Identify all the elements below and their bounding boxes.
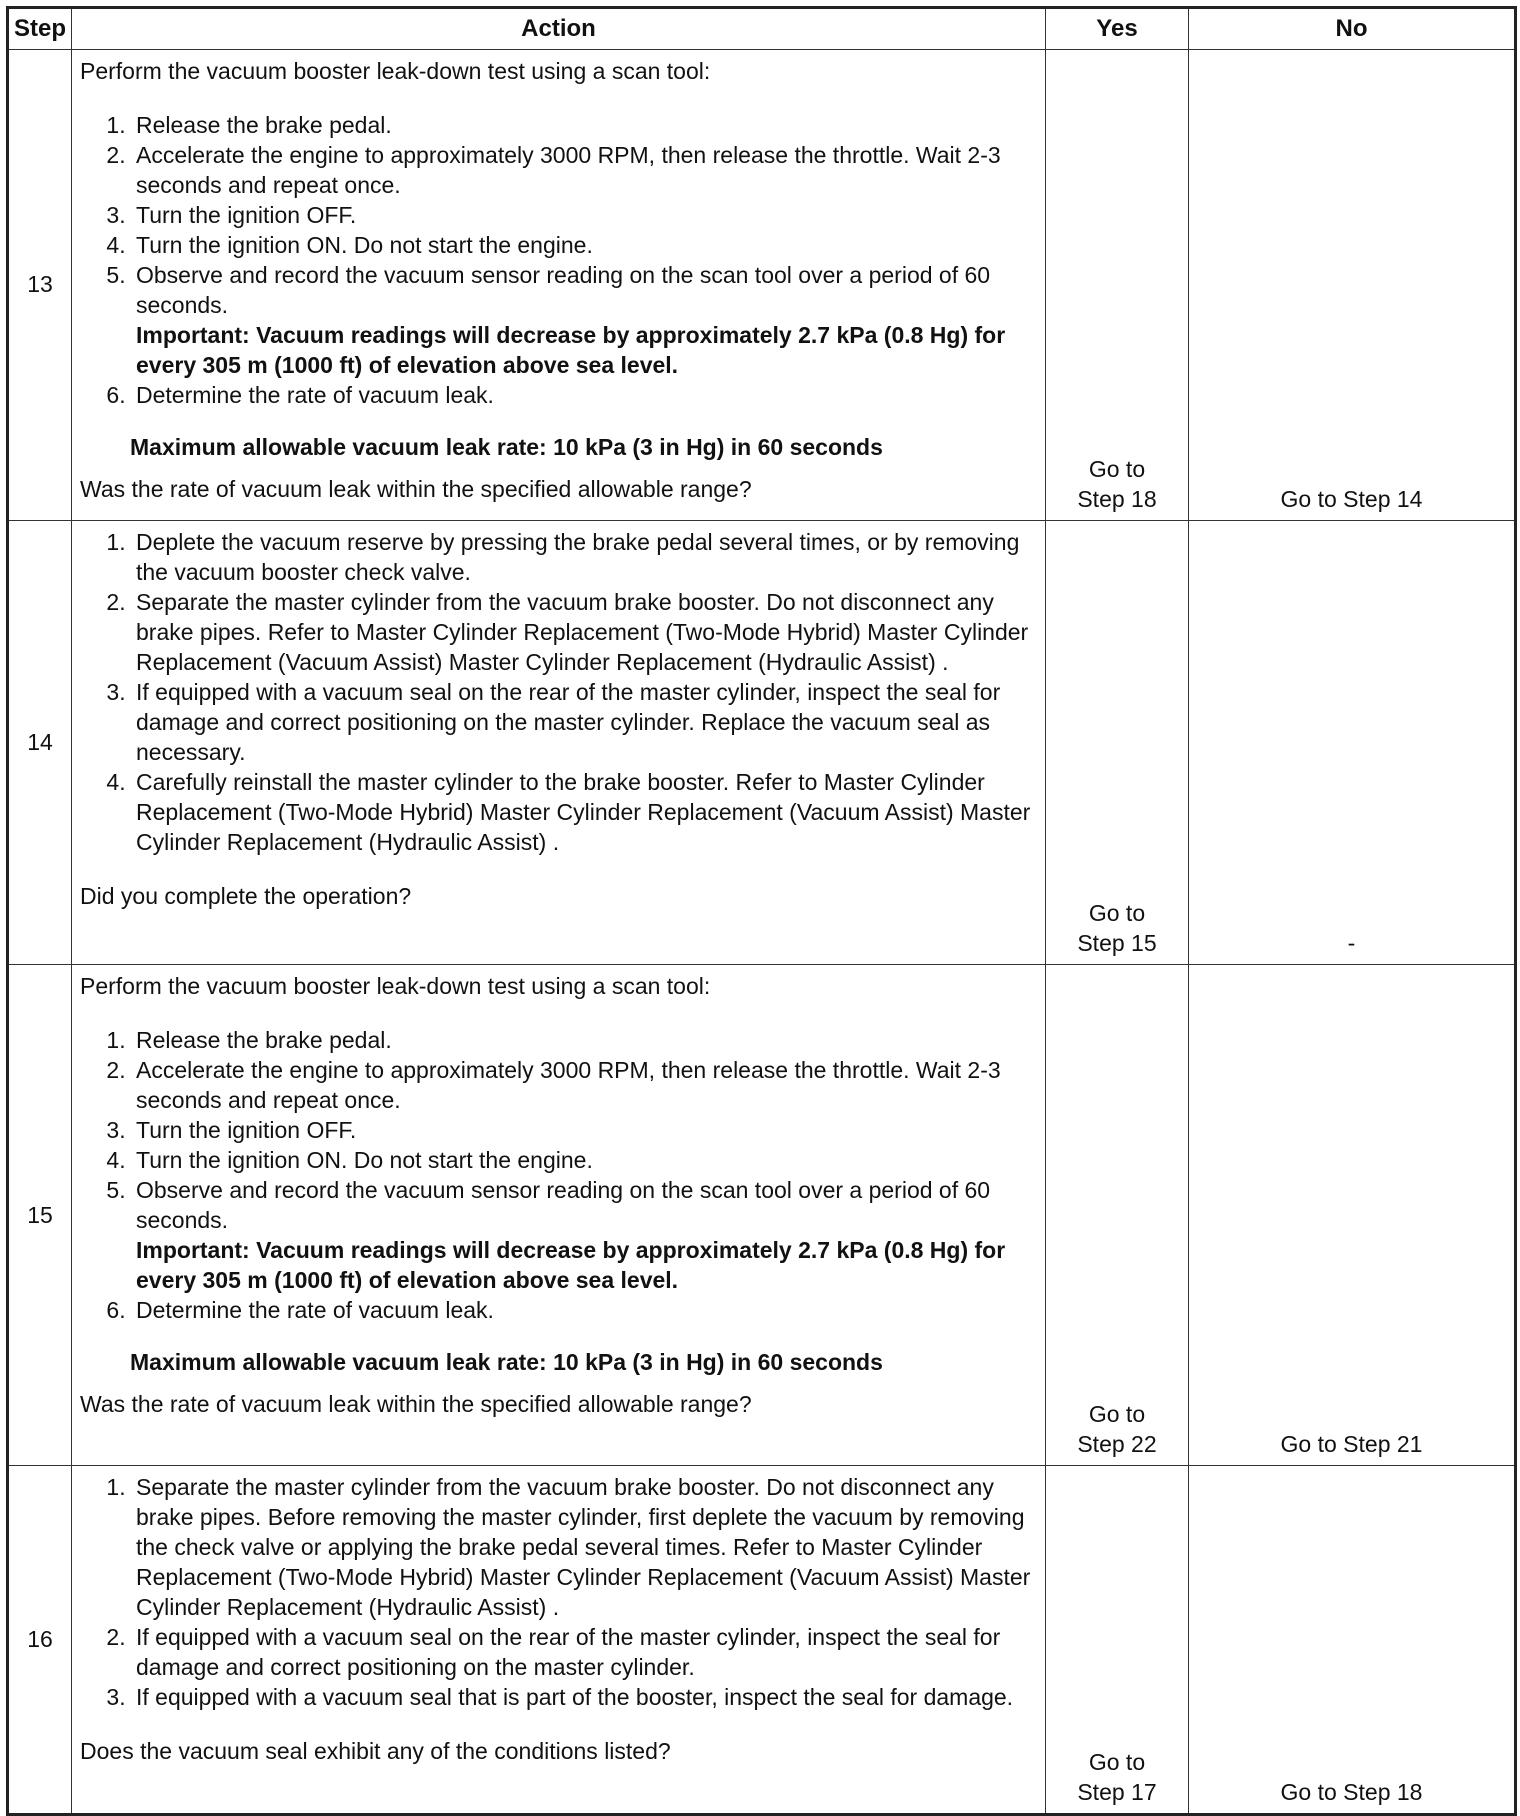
header-yes: Yes [1046,8,1189,50]
spec-value: Maximum allowable vacuum leak rate: 10 kPa (3 in Hg) in 60 seconds [130,434,883,460]
question-text: Was the rate of vacuum leak within the specified allowable range? [80,1391,752,1418]
table-header-row [8,8,1516,50]
question-text: Did you complete the operation? [80,882,412,909]
list-item: 2. If equipped with a vacuum seal on the rear of the master cylinder, inspect the seal for damage and correct positioning on the master cylinder. [132,1622,1037,1682]
list-item-text: Observe and record the vacuum sensor reading on the scan tool over a period of 60 seconds. [136,1177,991,1234]
action-intro: Perform the vacuum booster leak-down test using a scan tool: [80,58,711,84]
list-item: 2. Accelerate the engine to approximately 3000 RPM, then release the throttle. Wait 2-3 seconds and repeat once. [132,1055,1037,1115]
no-result-text: Go to Step 14 [1280,485,1423,512]
action-steps [80,1025,1037,1325]
list-item: 4. Turn the ignition ON. Do not start the engine. [132,230,1037,260]
question-text: Was the rate of vacuum leak within the specified allowable range? [80,476,752,502]
step-number: 16 [8,1466,72,1815]
question-text: Does the vacuum seal exhibit any of the conditions listed? [80,1738,671,1765]
header-action: Action [72,8,1046,50]
important-note: Important: Vacuum readings will decrease by approximately 2.7 kPa (0.8 Hg) for every 305 m (1000 ft) of elevation above sea level. [136,322,1006,378]
list-item: 3. Turn the ignition OFF. [132,200,1037,230]
list-item: 1. Deplete the vacuum reserve by pressing the brake pedal several times, or by removing the vacuum booster check valve. [132,527,1037,587]
no-result [1189,1466,1516,1815]
list-item: 6. Determine the rate of vacuum leak. [132,1295,1037,1325]
no-result-text: Go to Step 21 [1280,1431,1423,1458]
list-item: 1. Release the brake pedal. [132,1025,1037,1055]
yes-result [1046,50,1189,521]
important-note: Important: Vacuum readings will decrease by approximately 2.7 kPa (0.8 Hg) for every 305 m (1000 ft) of elevation above sea level. [136,1237,1006,1294]
no-result [1189,965,1516,1466]
list-item: 6. Determine the rate of vacuum leak. [132,380,1037,410]
list-item: 2. Separate the master cylinder from the vacuum brake booster. Do not disconnect any brake pipes. Refer to Master Cylinder Replacement (Two-Mode Hybrid) Master Cylinder Replacement (Vacuum Assist) Master Cylinder Replacement (Hydraulic Assist) . [132,587,1037,677]
list-item: 3. Turn the ignition OFF. [132,1115,1037,1145]
yes-result-text: Go to Step 22 [1077,1401,1157,1458]
table-row [8,1466,1516,1815]
list-item: 3. If equipped with a vacuum seal on the rear of the master cylinder, inspect the seal for damage and correct positioning on the master cylinder. Replace the vacuum seal as necessary. [132,677,1037,767]
list-item: 1. Release the brake pedal. [132,110,1037,140]
list-item: 4. Carefully reinstall the master cylinder to the brake booster. Refer to Master Cylinder Replacement (Two-Mode Hybrid) Master Cylinder Replacement (Vacuum Assist) Master Cylinder Replacement (Hydraulic Assist) . [132,767,1037,857]
yes-result [1046,520,1189,964]
action-intro: Perform the vacuum booster leak-down test using a scan tool: [80,973,711,1000]
no-result [1189,520,1516,964]
action-cell [72,1466,1046,1815]
action-cell [72,965,1046,1466]
no-result-text: Go to Step 18 [1280,1779,1423,1805]
action-cell [72,50,1046,521]
yes-result [1046,965,1189,1466]
list-item-text: Observe and record the vacuum sensor reading on the scan tool over a period of 60 seconds. [136,262,991,318]
yes-result-text: Go to Step 18 [1077,455,1157,512]
list-item [132,1175,1037,1295]
action-steps [80,1472,1037,1712]
spec-value: Maximum allowable vacuum leak rate: 10 kPa (3 in Hg) in 60 seconds [130,1349,883,1376]
step-number: 14 [8,520,72,964]
yes-result-text: Go to Step 15 [1077,900,1157,957]
table-row [8,520,1516,964]
list-item: 4. Turn the ignition ON. Do not start the engine. [132,1145,1037,1175]
header-no: No [1189,8,1516,50]
list-item: 3. If equipped with a vacuum seal that is part of the booster, inspect the seal for damage. [132,1682,1037,1712]
step-number: 15 [8,965,72,1466]
header-step: Step [8,8,72,50]
diagnostic-table [6,6,1517,1816]
action-cell [72,520,1046,964]
yes-result [1046,1466,1189,1815]
list-item: 2. Accelerate the engine to approximately 3000 RPM, then release the throttle. Wait 2-3 seconds and repeat once. [132,140,1037,200]
no-result-text: - [1347,930,1356,957]
table-row [8,965,1516,1466]
no-result [1189,50,1516,521]
table-row [8,50,1516,521]
action-steps [80,527,1037,857]
yes-result-text: Go to Step 17 [1077,1749,1157,1805]
list-item [132,260,1037,380]
list-item: 1. Separate the master cylinder from the vacuum brake booster. Do not disconnect any brake pipes. Before removing the master cylinder, first deplete the vacuum by removing the check valve or applying the brake pedal several times. Refer to Master Cylinder Replacement (Two-Mode Hybrid) Master Cylinder Replacement (Vacuum Assist) Master Cylinder Replacement (Hydraulic Assist) . [132,1472,1037,1622]
action-steps [80,110,1037,410]
step-number: 13 [8,50,72,521]
